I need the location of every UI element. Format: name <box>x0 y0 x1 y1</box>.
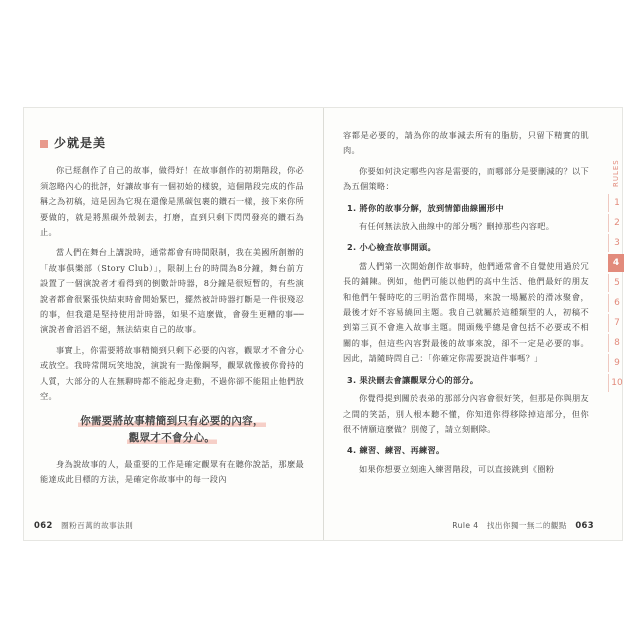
rule-tab-5: 5 <box>608 274 625 292</box>
square-bullet-icon <box>40 140 48 148</box>
rule-tab-9: 9 <box>608 354 625 372</box>
left-footer <box>34 520 133 531</box>
running-title: 圈粉百萬的故事法則 <box>61 521 134 530</box>
page-number: 063 <box>575 520 594 530</box>
strategy-text: 如果你想要立刻進入練習階段，可以直接跳到《圈粉 <box>359 463 555 474</box>
rule-label: Rule 4 <box>452 521 479 530</box>
rule-tab-2: 2 <box>608 214 625 232</box>
strategy-title: 3. 果決刪去會讓觀眾分心的部分。 <box>347 374 479 385</box>
rule-tab-1: 1 <box>608 194 625 212</box>
pull-quote <box>40 413 304 447</box>
rule-tab-3: 3 <box>608 234 625 252</box>
rule-tab-8: 8 <box>608 334 625 352</box>
strategy-title: 2. 小心檢查故事開頭。 <box>347 242 436 253</box>
paragraph: 當人們在舞台上講說時，通常都會有時間限制，我在美國所創辦的「故事俱樂部（Story Club）」，限制上台的時間為8分鐘，舞台前方設置了一個演說者才看得到的倒數計時器，8分鐘是很短暫的，有些演說者都會很緊張快結束時會開始緊巴，擺然被計時器打斷是一件很殘忍的事，但我還是堅持使用計時器，如果不這麼做，會發生更糟的事──演說者會滔滔不絕，無法結束自己的故事。 <box>40 247 304 335</box>
paragraph: 你已經創作了自己的故事，做得好！在故事創作的初期階段，你必須忽略內心的批評，好讓故事有一個初始的樣貌，這個階段完成的作品稱之為初稿，這是因為它現在還像是黑碳包裹的鑽石一樣，接下來你所要做的，就是將黑碳外殼剝去，打磨，直到只剩下閃閃發亮的鑽石為止。 <box>40 165 304 238</box>
rule-tab-6: 6 <box>608 294 625 312</box>
paragraph: 容都是必要的，請為你的故事減去所有的脂肪，只留下精實的肌肉。 <box>343 130 589 156</box>
strategy-title: 1. 將你的故事分解，放到情節曲線圖形中 <box>347 202 504 213</box>
strategy-text: 當人們第一次開始創作故事時，他們通常會不自覺使用過於冗長的鋪陳。例如，他們可能以他們的高中生活、他們最好的朋友和他們午餐時吃的三明治當作開場，來說一場屬於的滑冰聚會，最後才好不容易繞回主題。我自己就屬於這種類型的人，初稿不到第三頁不會進入故事主題。開頭幾乎總是會包括不必要或不相關的事，但這些內容對最後的故事來說，卻不一定是必要的事。因此，請隨時問自己：「你確定你需要說這件事嗎？」 <box>343 260 589 364</box>
right-footer <box>452 520 594 531</box>
section-heading <box>40 136 304 151</box>
book-gutter <box>323 108 324 540</box>
rules-tab-index <box>608 158 624 394</box>
paragraph: 事實上，你需要將故事精簡到只剩下必要的內容，觀眾才不會分心或放空。我時常開玩笑地說，演說有一點像鋼琴，觀眾就像被你脅持的人質，大部分的人在無聊時都不能起身走動，不過你卻不能阻止他們放空。 <box>40 344 304 402</box>
rule-tab-7: 7 <box>608 314 625 332</box>
section-heading-text: 少就是美 <box>54 136 107 150</box>
strategy-text: 有任何無法放入曲線中的部分嗎？刪掉那些內容吧。 <box>359 221 555 232</box>
pull-quote-line: 觀眾才不會分心。 <box>128 431 216 444</box>
page-number: 062 <box>34 520 53 530</box>
right-page <box>343 128 589 482</box>
rule-tab-10: 10 <box>608 374 625 392</box>
strategy-text: 你覺得提到關於表弟的那部分內容會很好笑，但那是你與朋友之間的笑話，別人根本聽不懂，你知道你得移除掉這部分，但你很不情願這麼做？別傻了，請立刻刪除。 <box>343 393 589 434</box>
strategy-title: 4. 練習、練習、再練習。 <box>347 445 445 456</box>
paragraph: 身為說故事的人，最重要的工作是確定觀眾有在聽你說話，那麼最能達成此目標的方法，是確定你故事中的每一段內 <box>40 458 304 484</box>
running-title: 找出你獨一無二的觀點 <box>486 521 567 530</box>
pull-quote-line: 你需要將故事精簡到只有必要的內容， <box>80 414 264 427</box>
left-page <box>40 128 304 492</box>
rules-label: RULES <box>612 159 620 187</box>
paragraph: 你要如何決定哪些內容是需要的，而哪部分是要刪減的？以下為五個策略： <box>343 165 589 192</box>
rule-tab-4-active: 4 <box>608 254 624 272</box>
